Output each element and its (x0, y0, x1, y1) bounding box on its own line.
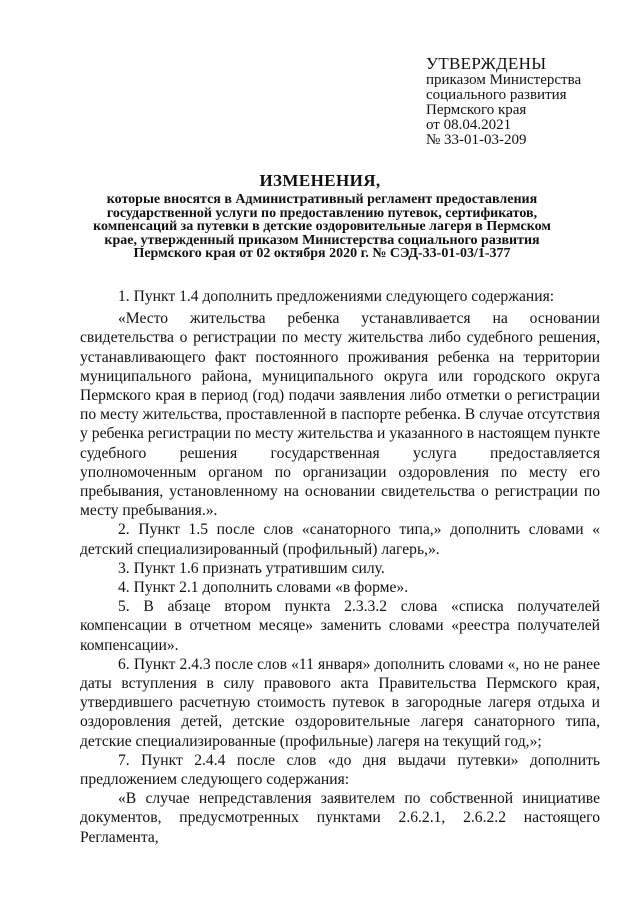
paragraph-1-quote: «Место жительства ребенка устанавливается на основании свидетельства о регистрации по месту жительства либо судебного решения, устанавливающего факт постоянного проживания ребенка на территории муниципального района, муниципального округа или городского округа Пермского края в период (год) подачи заявления либо отметки о регистрации по месту жительства, проставленной в паспорте ребенка. В случае отсутствия у ребенка регистрации по месту жительства и указанного в настоящем пункте судебного решения государственная услуга предоставляется уполномоченным органом по организации оздоровления по месту его пребывания, установленному на основании свидетельства о регистрации по месту пребывания.». (80, 310, 600, 520)
paragraph-7-quote: «В случае непредставления заявителем по собственной инициативе документов, предусмотренных пунктами 2.6.2.1, 2.6.2.2 настоящего Регламента, (80, 790, 600, 846)
approval-line: социального развития (426, 87, 567, 103)
paragraph-6: 6. Пункт 2.4.3 после слов «11 января» дополнить словами «, но не ранее даты вступления в силу правового акта Правительства Пермского края, утвердившего расчетную стоимость путевок в загородные лагеря отдыха и оздоровления детей, детские оздоровительные лагеря санаторного типа, детские специализированные (профильные) лагеря на текущий год,»; (80, 655, 600, 750)
approval-line: приказом Министерства (426, 72, 582, 88)
approval-date: от 08.04.2021 (426, 117, 512, 133)
paragraph-1: 1. Пункт 1.4 дополнить предложениями следующего содержания: (118, 288, 555, 305)
document-subtitle: которые вносятся в Административный регламент предоставления государственной услуги по предоставлению путевок, сертификатов, компенсаций за путевки в детские оздоровительные лагеря в Пермском крае, утвержденный приказом Министерства социального развития Пермского края от 02 октября 2020 г. № СЭД-33-01-03/1-377 (93, 192, 551, 262)
approval-heading: УТВЕРЖДЕНЫ (426, 54, 547, 73)
approval-stamp (426, 54, 626, 148)
paragraph-4: 4. Пункт 2.1 дополнить словами «в форме». (118, 579, 409, 597)
document-body (80, 287, 600, 847)
document-title: ИЗМЕНЕНИЯ, (259, 171, 381, 190)
paragraph-2: 2. Пункт 1.5 после слов «санаторного типа,» дополнить словами « детский специализированный (профильный) лагерь,». (80, 521, 600, 558)
approval-line: Пермского края (426, 102, 527, 118)
approval-number: № 33-01-03-209 (426, 132, 527, 148)
paragraph-3: 3. Пункт 1.6 признать утратившим силу. (118, 559, 385, 577)
paragraph-5: 5. В абзаце втором пункта 2.3.3.2 слова «списка получателей компенсации в отчетном месяце» заменить словами «реестра получателей компенсации». (80, 598, 600, 654)
paragraph-7: 7. Пункт 2.4.4 после слов «до дня выдачи путевки» дополнить предложением следующего содержания: (80, 751, 600, 789)
